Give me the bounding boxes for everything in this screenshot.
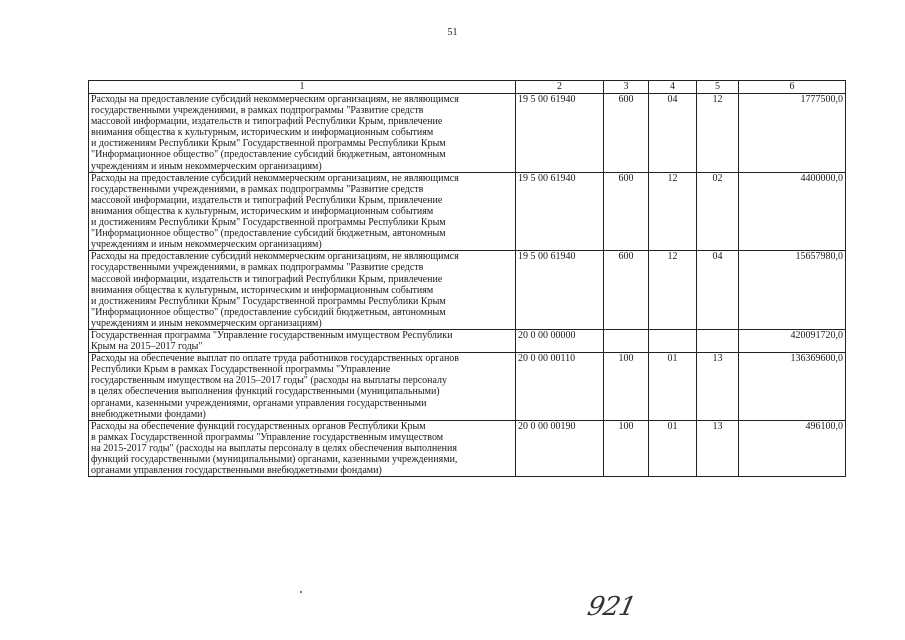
- row-expense-type: 600: [604, 94, 649, 173]
- row-code: 20 0 00 00000: [516, 329, 604, 352]
- description-line: Расходы на обеспечение функций государственных органов Республики Крым: [91, 420, 426, 432]
- description-line: государственными учреждениями, в рамках подпрограммы "Развитие средств: [91, 105, 424, 117]
- description-line: массовой информации, издательств и типографий Республики Крым, привлечение: [91, 194, 443, 206]
- row-subsection: 12: [697, 94, 739, 173]
- row-amount: 4400000,0: [739, 172, 846, 251]
- description-line: массовой информации, издательств и типографий Республики Крым, привлечение: [91, 116, 443, 128]
- row-section: 12: [649, 172, 697, 251]
- row-expense-type: 600: [604, 251, 649, 330]
- row-amount: 136369600,0: [739, 353, 846, 421]
- row-expense-type: [604, 329, 649, 352]
- row-code: 19 5 00 61940: [516, 251, 604, 330]
- description-line: "Информационное общество" (предоставление субсидий бюджетным, автономным: [91, 306, 446, 318]
- row-section: 12: [649, 251, 697, 330]
- row-description: [89, 353, 516, 421]
- description-line: функций государственными (муниципальными) органами, казенными учреждениями,: [91, 454, 458, 465]
- description-line: учреждениям и иным некоммерческим организациям): [91, 160, 322, 172]
- table-header-row: [89, 81, 846, 94]
- table-body: [89, 94, 846, 477]
- row-subsection: [697, 329, 739, 352]
- description-line: в целях обеспечения выполнения функций государственными (муниципальными): [91, 386, 440, 398]
- table-row: [89, 353, 846, 421]
- header-col-1: 1: [89, 81, 516, 94]
- row-description: [89, 94, 516, 173]
- header-col-4: 4: [649, 81, 697, 94]
- description-line: учреждениям и иным некоммерческим организациям): [91, 317, 322, 329]
- description-line: органами, казенными учреждениями, органами управления государственными: [91, 397, 427, 409]
- row-subsection: 13: [697, 420, 739, 476]
- row-code: 20 0 00 00110: [516, 353, 604, 421]
- row-section: 04: [649, 94, 697, 173]
- row-amount: 420091720,0: [739, 329, 846, 352]
- description-line: и достижениям Республики Крым" Государственной программы Республики Крым: [91, 138, 446, 150]
- row-expense-type: 100: [604, 353, 649, 421]
- row-description: [89, 420, 516, 476]
- header-col-3: 3: [604, 81, 649, 94]
- description-line: в рамках Государственной программы "Управление государственным имуществом: [91, 431, 444, 443]
- description-line: Государственная программа "Управление государственным имуществом Республики: [91, 329, 453, 341]
- description-line: Крым на 2015–2017 годы": [91, 341, 203, 353]
- row-subsection: 04: [697, 251, 739, 330]
- table-row: [89, 172, 846, 251]
- description-line: и достижениям Республики Крым" Государственной программы Республики Крым: [91, 295, 446, 307]
- row-amount: 1777500,0: [739, 94, 846, 173]
- row-section: [649, 329, 697, 352]
- description-line: государственными учреждениями, в рамках подпрограммы "Развитие средств: [91, 183, 424, 195]
- row-subsection: 13: [697, 353, 739, 421]
- row-description: [89, 329, 516, 352]
- page-number: 51: [447, 27, 458, 38]
- description-line: Расходы на предоставление субсидий некоммерческим организациям, не являющимся: [91, 94, 459, 105]
- table-row: [89, 329, 846, 352]
- description-line: Расходы на обеспечение выплат по оплате труда работников государственных органов: [91, 353, 460, 365]
- row-section: 01: [649, 420, 697, 476]
- description-line: внимания общества к культурным, историческим и информационным событиям: [91, 127, 434, 139]
- row-section: 01: [649, 353, 697, 421]
- row-code: 20 0 00 00190: [516, 420, 604, 476]
- description-line: государственным имуществом на 2015–2017 годы" (расходы на выплаты персоналу: [91, 375, 448, 387]
- scan-speck: [300, 591, 302, 593]
- row-description: [89, 172, 516, 251]
- description-line: Расходы на предоставление субсидий некоммерческим организациям, не являющимся: [91, 172, 459, 184]
- budget-table: [88, 80, 846, 477]
- description-line: массовой информации, издательств и типографий Республики Крым, привлечение: [91, 273, 443, 285]
- header-col-6: 6: [739, 81, 846, 94]
- description-line: внимания общества к культурным, историческим и информационным событиям: [91, 284, 434, 296]
- table-row: [89, 420, 846, 476]
- description-line: Расходы на предоставление субсидий некоммерческим организациям, не являющимся: [91, 251, 459, 263]
- row-amount: 15657980,0: [739, 251, 846, 330]
- table-row: [89, 94, 846, 173]
- description-line: "Информационное общество" (предоставление субсидий бюджетным, автономным: [91, 228, 446, 240]
- handwritten-note: 921: [584, 592, 638, 622]
- row-expense-type: 600: [604, 172, 649, 251]
- description-line: внебюджетными фондами): [91, 408, 206, 420]
- row-expense-type: 100: [604, 420, 649, 476]
- row-code: 19 5 00 61940: [516, 172, 604, 251]
- row-amount: 496100,0: [739, 420, 846, 476]
- description-line: и достижениям Республики Крым" Государственной программы Республики Крым: [91, 217, 446, 229]
- row-subsection: 02: [697, 172, 739, 251]
- description-line: Республики Крым в рамках Государственной программы "Управление: [91, 364, 391, 376]
- description-line: органами управления государственными внебюджетными фондами): [91, 465, 382, 477]
- table-row: [89, 251, 846, 330]
- description-line: учреждениям и иным некоммерческим организациям): [91, 239, 322, 251]
- description-line: внимания общества к культурным, историческим и информационным событиям: [91, 205, 434, 217]
- description-line: на 2015-2017 годы" (расходы на выплаты персоналу в целях обеспечения выполнения: [91, 442, 457, 454]
- description-line: государственными учреждениями, в рамках подпрограммы "Развитие средств: [91, 262, 424, 274]
- row-description: [89, 251, 516, 330]
- header-col-5: 5: [697, 81, 739, 94]
- header-col-2: 2: [516, 81, 604, 94]
- row-code: 19 5 00 61940: [516, 94, 604, 173]
- description-line: "Информационное общество" (предоставление субсидий бюджетным, автономным: [91, 149, 446, 161]
